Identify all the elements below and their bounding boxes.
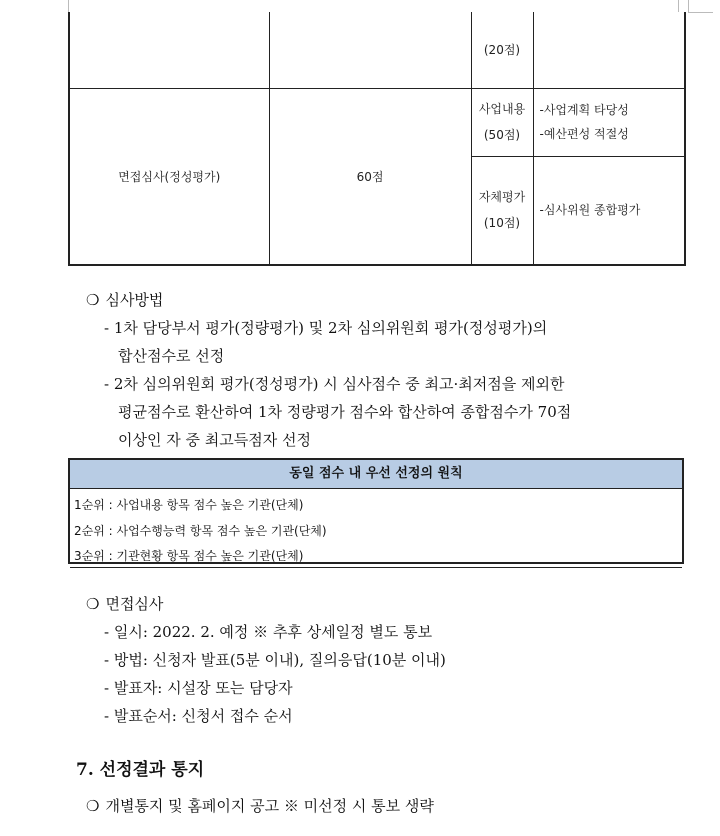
page-corner-mark [688, 0, 713, 13]
table-cell-empty [69, 12, 269, 88]
criteria-cell: -심사위원 종합평가 [533, 156, 685, 265]
circle-bullet-icon: ❍ [86, 291, 100, 309]
score-cell: 60점 [269, 88, 471, 265]
section-title [86, 590, 446, 618]
section-title-text: 심사방법 [105, 291, 164, 309]
review-method-section [86, 286, 571, 454]
section-heading: 7. 선정결과 통지 [76, 760, 205, 780]
text-line: - 방법: 신청자 발표(5분 이내), 질의응답(10분 이내) [104, 651, 446, 669]
priority-box [68, 458, 684, 564]
priority-title: 동일 점수 내 우선 선정의 원칙 [70, 460, 682, 489]
page-edge-left [68, 0, 69, 12]
notice-line [86, 792, 434, 820]
category-cell: 면접심사(정성평가) [69, 88, 269, 265]
criteria-line: -사업계획 타당성 [539, 103, 629, 117]
circle-bullet-icon: ❍ [86, 797, 100, 815]
notice-text: 개별통지 및 홈페이지 공고 ※ 미선정 시 통보 생략 [105, 797, 434, 815]
text-line: - 일시: 2022. 2. 예정 ※ 추후 상세일정 별도 통보 [104, 623, 433, 641]
text-line: 합산점수로 선정 [118, 347, 225, 365]
table-cell-empty [269, 12, 471, 88]
priority-item: 3순위 : 기관현황 항목 점수 높은 기관(단체) [70, 545, 682, 568]
criteria-cell [533, 88, 685, 156]
interview-section [86, 590, 446, 730]
notice-section [86, 792, 434, 820]
points-cell: (20점) [471, 12, 533, 88]
priority-item: 1순위 : 사업내용 항목 점수 높은 기관(단체) [74, 498, 304, 512]
section-title-text: 면접심사 [105, 595, 164, 613]
table-row [69, 12, 685, 88]
sub-item-points: (50점) [483, 128, 521, 142]
text-line: - 2차 심의위원회 평가(정성평가) 시 심사점수 중 최고·최저점을 제외한 [104, 375, 565, 393]
circle-bullet-icon: ❍ [86, 595, 100, 613]
sub-item-cell [471, 156, 533, 265]
sub-item-cell [471, 88, 533, 156]
section-title [86, 286, 571, 314]
sub-item-points: (10점) [483, 216, 521, 231]
text-line: - 1차 담당부서 평가(정량평가) 및 2차 심의위원회 평가(정성평가)의 [104, 319, 548, 337]
table-cell-empty [533, 12, 685, 88]
text-line: 평균점수로 환산하여 1차 정량평가 점수와 합산하여 종합점수가 70점 [118, 403, 572, 421]
sub-item-name: 사업내용 [478, 102, 526, 116]
text-line: 이상인 자 중 최고득점자 선정 [118, 431, 311, 449]
text-line: - 발표자: 시설장 또는 담당자 [104, 679, 293, 697]
page-edge-right [678, 0, 679, 12]
sub-item-name: 자체평가 [478, 190, 526, 205]
criteria-line: -예산편성 적절성 [539, 127, 629, 141]
evaluation-table [68, 12, 686, 266]
priority-item: 2순위 : 사업수행능력 항목 점수 높은 기관(단체) [74, 524, 327, 538]
table-row [69, 88, 685, 156]
text-line: - 발표순서: 신청서 접수 순서 [104, 707, 293, 725]
